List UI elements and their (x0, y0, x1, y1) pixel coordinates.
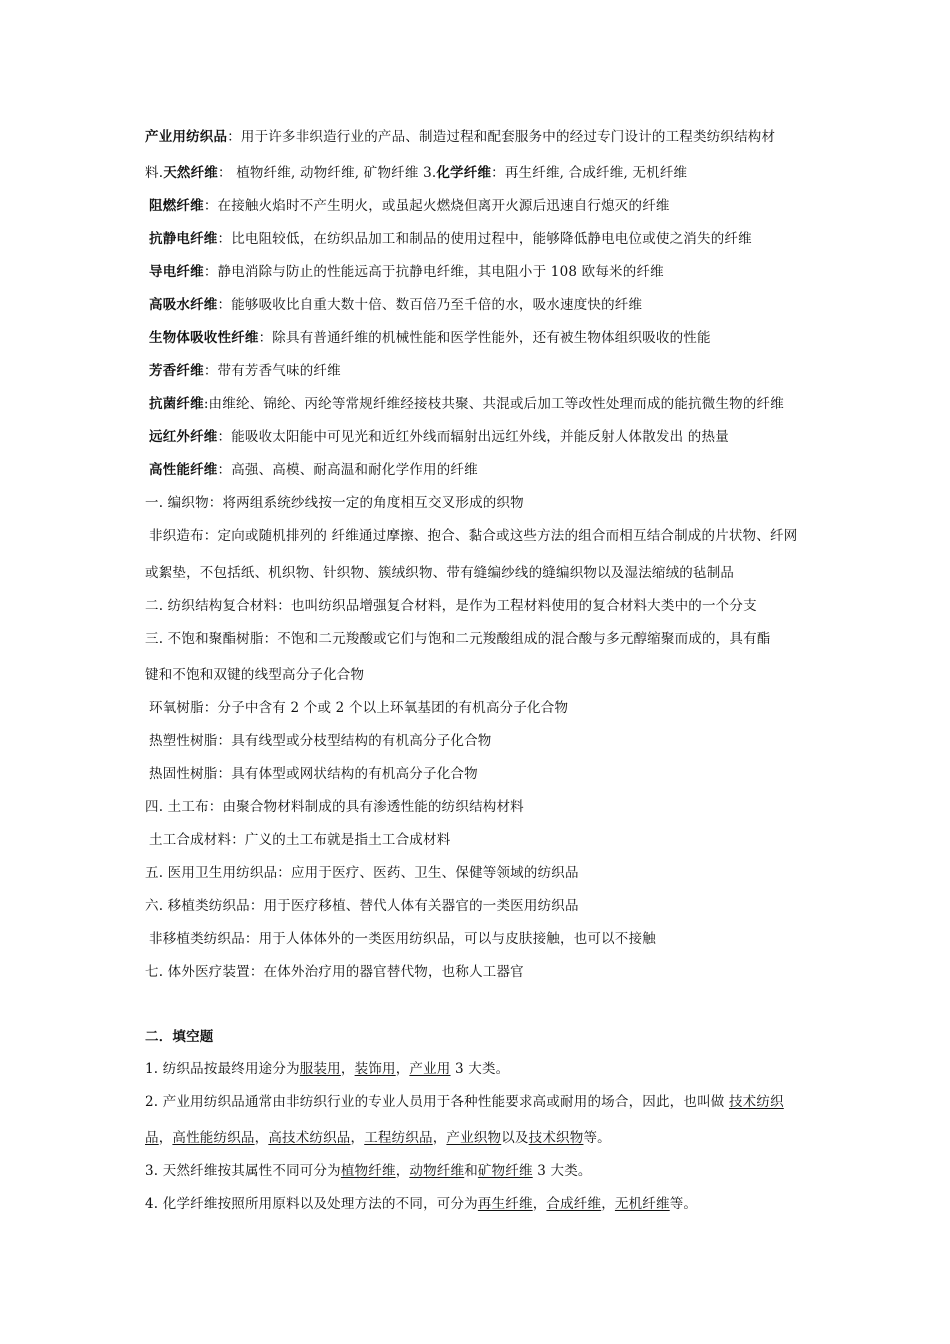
term: 高性能纤维 (149, 462, 218, 478)
text: ， (532, 1196, 547, 1212)
term: 化学纤维 (436, 165, 492, 181)
definition-text: ：在接触火焰时不产生明火，或虽起火燃烧但离开火源后迅速自行熄灭的纤维 (203, 198, 670, 214)
term: 产业用纺织品 (145, 129, 228, 145)
def-antibac (149, 395, 819, 413)
fill-question-3 (145, 1162, 815, 1180)
text: 4. 化学纤维按照所用原料以及处理方法的不同，可分为 (145, 1196, 478, 1212)
definition-text: ：静电消除与防止的性能远高于抗静电纤维，其电阻小于 108 欧每米的纤维 (203, 264, 664, 280)
term: 高吸水纤维 (149, 297, 218, 313)
item-line: 二. 纺织结构复合材料：也叫纺织品增强复合材料，是作为工程材料使用的复合材料大类中的一个分支 (145, 598, 757, 614)
term: 抗静电纤维 (149, 231, 218, 247)
answer: 产业用 (409, 1061, 451, 1077)
definition-text: ：带有芳香气味的纤维 (203, 363, 341, 379)
text: 等。 (583, 1130, 611, 1146)
item-line: 五. 医用卫生用纺织品：应用于医疗、医药、卫生、保健等领域的纺织品 (145, 865, 579, 881)
text: 1. 纺织品按最终用途分为 (145, 1061, 300, 1077)
answer: 无机纤维 (614, 1196, 670, 1212)
text: 以及 (501, 1130, 529, 1146)
text: 2. 产业用纺织品通常由非纺织行业的专业人员用于各种性能要求高或耐用的场合，因此，也叫做 (145, 1094, 729, 1110)
fill-question-4 (145, 1195, 815, 1213)
fill-question-2 (145, 1093, 815, 1111)
answer: 植物纤维 (340, 1163, 396, 1179)
answer: 技术纺织 (728, 1094, 784, 1110)
answer: 技术织物 (528, 1130, 584, 1146)
definition-text: ：除具有普通纤维的机械性能和医学性能外，还有被生物体组织吸收的性能 (258, 330, 711, 346)
term: 生物体吸收性纤维 (149, 330, 259, 346)
definition-text: ：能够吸收比自重大数十倍、数百倍乃至千倍的水，吸水速度快的纤维 (217, 297, 643, 313)
text: 料. (145, 165, 164, 181)
def-antistatic (149, 230, 819, 248)
def-industrial (145, 128, 815, 146)
answer: 高性能纺织品 (172, 1130, 255, 1146)
text: ：再生纤维, 合成纤维, 无机纤维 (491, 165, 688, 181)
text: 等。 (669, 1196, 698, 1212)
item-line: 四. 土工布：由聚合物材料制成的具有渗透性能的纺织结构材料 (145, 799, 524, 815)
fill-question-2-cont (145, 1129, 815, 1147)
term: 芳香纤维 (149, 363, 204, 379)
answer: 服装用 (299, 1061, 341, 1077)
text: 3. 天然纤维按其属性不同可分为 (145, 1163, 341, 1179)
answer: 工程纺织品 (364, 1130, 433, 1146)
def-conductive (149, 263, 819, 281)
item-line: 键和不饱和双键的线型高分子化合物 (145, 667, 365, 683)
term: 阻燃纤维 (149, 198, 204, 214)
text: ， (601, 1196, 615, 1212)
term: 抗菌纤维 (149, 396, 204, 412)
text: ， (395, 1061, 410, 1077)
def-natural-chemical (145, 164, 815, 182)
item-line: 非织造布：定向或随机排列的 纤维通过摩擦、抱合、黏合或这些方法的组合而相互结合制成的片状物、纤网 (149, 528, 798, 544)
def-farir (149, 428, 819, 446)
item-line: 七. 体外医疗装置：在体外治疗用的器官替代物，也称人工器官 (145, 964, 524, 980)
def-flame (149, 197, 819, 215)
def-absorbent (149, 296, 819, 314)
term: 远红外纤维 (149, 429, 218, 445)
definition-text: ：高强、高模、耐高温和耐化学作用的纤维 (217, 462, 478, 478)
fill-question-1 (145, 1060, 815, 1078)
text: ， (340, 1061, 355, 1077)
text: 3 大类。 (450, 1061, 510, 1077)
section-heading: 二．填空题 (145, 1029, 214, 1045)
item-line: 热固性树脂：具有体型或网状结构的有机高分子化合物 (149, 766, 478, 782)
item-line: 一. 编织物：将两组系统纱线按一定的角度相互交叉形成的织物 (145, 495, 524, 511)
answer: 装饰用 (354, 1061, 396, 1077)
definition-text: ：用于许多非织造行业的产品、制造过程和配套服务中的经过专门设计的工程类纺织结构材 (227, 129, 776, 145)
text: ， (395, 1163, 410, 1179)
item-line: 土工合成材料：广义的土工布就是指土工合成材料 (149, 832, 451, 848)
term: 天然纤维 (163, 165, 219, 181)
answer: 矿物纤维 (477, 1163, 533, 1179)
item-line: 六. 移植类纺织品：用于医疗移植、替代人体有关器官的一类医用纺织品 (145, 898, 579, 914)
item-line: 三. 不饱和聚酯树脂：不饱和二元羧酸或它们与饱和二元羧酸组成的混合酸与多元醇缩聚而成的，具有酯 (145, 631, 771, 647)
item-line: 热塑性树脂：具有线型或分枝型结构的有机高分子化合物 (149, 733, 492, 749)
answer: 再生纤维 (477, 1196, 533, 1212)
answer: 动物纤维 (409, 1163, 465, 1179)
text: ， (350, 1130, 365, 1146)
answer: 合成纤维 (546, 1196, 602, 1212)
answer: 品 (145, 1130, 159, 1146)
definition-text: ：比电阻较低，在纺织品加工和制品的使用过程中，能够降低静电电位或使之消失的纤维 (217, 231, 752, 247)
text: ， (432, 1130, 447, 1146)
text: 和 (464, 1163, 478, 1179)
text: ， (254, 1130, 269, 1146)
term: 导电纤维 (149, 264, 204, 280)
definition-text: :由维纶、锦纶、丙纶等常规纤维经接枝共聚、共混或后加工等改性处理而成的能抗微生物的纤维 (203, 396, 784, 412)
item-line: 环氧树脂：分子中含有 2 个或 2 个以上环氧基团的有机高分子化合物 (149, 700, 569, 716)
definition-text: ：能吸收太阳能中可见光和近红外线而辐射出远红外线，并能反射人体散发出 的热量 (217, 429, 729, 445)
def-bioabsorb (149, 329, 819, 347)
text: 3 大类。 (532, 1163, 592, 1179)
def-aroma (149, 362, 819, 380)
def-highperf (149, 461, 819, 479)
item-line: 非移植类纺织品：用于人体体外的一类医用纺织品，可以与皮肤接触，也可以不接触 (149, 931, 656, 947)
item-line: 或絮垫，不包括纸、机织物、针织物、簇绒织物、带有缝编纱线的缝编织物以及湿法缩绒的毡制品 (145, 565, 735, 581)
text: ， (158, 1130, 173, 1146)
text: ： 植物纤维, 动物纤维, 矿物纤维 3. (218, 165, 437, 181)
answer: 高技术纺织品 (268, 1130, 351, 1146)
answer: 产业织物 (446, 1130, 502, 1146)
